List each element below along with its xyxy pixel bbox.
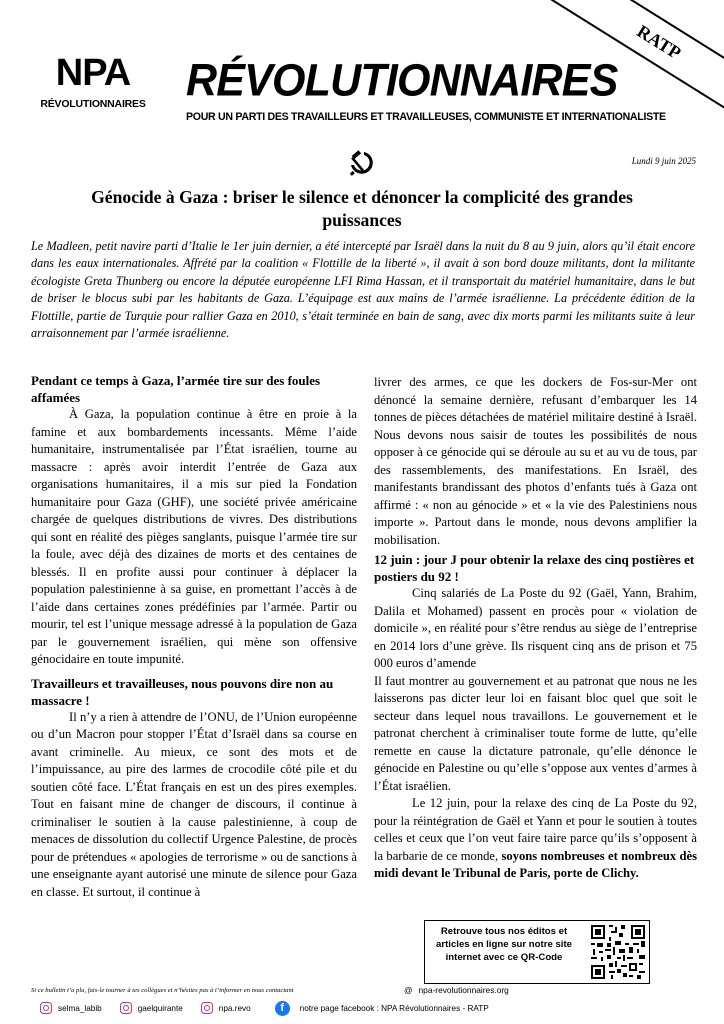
instagram-icon: [120, 1002, 132, 1014]
hammer-sickle-icon: [346, 148, 376, 178]
instagram-account-2[interactable]: [120, 1002, 183, 1014]
website-link[interactable]: npa-revolutionnaires.org: [418, 985, 509, 995]
instagram-handle: gaelquirante: [137, 1003, 183, 1013]
section-body-appel: [374, 795, 697, 883]
article-title: Génocide à Gaza : briser le silence et dénoncer la complicité des grandes puissances: [91, 187, 633, 230]
logo-npa-text: NPA: [55, 52, 131, 94]
qr-code-box: [424, 920, 650, 984]
section-heading-travailleurs: Travailleurs et travailleuses, nous pouvons dire non au massacre !: [31, 675, 334, 708]
left-column: [31, 372, 357, 901]
article-intro: Le Madleen, petit navire parti d’Italie le 1er juin dernier, a été intercepté par Israël dans la nuit du 8 au 9 juin, alors qu’il était encore dans les eaux internationales. Affrété par la coalition « Flottille de la liberté », il avait à son bord douze militants, dont la militante écologiste Greta Thunberg ou encore la députée européenne LFI Rima Hassan, et il transportait du matériel humanitaire, dans le but de briser le blocus subi par les habitants de Gaza. L’équipage est aux mains de l’armée israélienne. La précédente édition de la Flottille, partie de Turquie pour rallier Gaza en 2010, s’était terminée en bain de sang, avec dix morts parmi les militants suite à leur arraisonnement par l’armée israélienne.: [31, 239, 695, 341]
masthead-subtitle: POUR UN PARTI DES TRAVAILLEURS ET TRAVAILLEUSES, COMMUNISTE ET INTERNATIONALISTE: [186, 111, 666, 123]
at-icon: @: [404, 985, 413, 995]
qr-code[interactable]: [589, 923, 647, 981]
instagram-handle: npa.revo: [218, 1003, 251, 1013]
section-body-proces: Cinq salariés de La Poste du 92 (Gaël, Yann, Brahim, Dalila et Mohamed) passent en procès pour « violation de domicile », en réalité pour s’être rendus au siège de l’entreprise en 2014 lors d’une grève. Ils risquent cinq ans de prison et 75 000 euros d’amende: [374, 586, 697, 670]
masthead: [186, 55, 666, 123]
instagram-icon: [201, 1002, 213, 1014]
npa-logo: [34, 54, 152, 124]
instagram-icon: [40, 1002, 52, 1014]
instagram-handle: selma_labib: [58, 1003, 102, 1013]
right-column: [374, 374, 697, 883]
appel-text: Le 12 juin, pour la relaxe des cinq de La Poste du 92, pour la réintégration de Gaël et Yann et pour le soutien à toutes celles et ceux que l’on veut faire taire parce qu’ils s’opposent à la barbarie de ce monde,: [374, 796, 697, 863]
masthead-title: RÉVOLUTIONNAIRES: [186, 55, 618, 107]
instagram-account-3[interactable]: [201, 1002, 251, 1014]
facebook-icon[interactable]: f: [275, 1001, 290, 1016]
section-heading-12-juin: 12 juin : jour J pour obtenir la relaxe des cinq postières et postiers du 92 !: [374, 552, 695, 584]
footer-website: [404, 985, 509, 995]
section-body-continued: livrer des armes, ce que les dockers de Fos-sur-Mer ont dénoncé la semaine dernière, refusant d’embarquer les 14 tonnes de pièces détachées de matériel militaire destiné à Israël. Nous devons nous saisir de toutes les possibilités de nous opposer à ce génocide qui se déroule au su et au vu de tous, par des rassemblements, des manifestations. En Israël, des manifestants brandissant des photos d’enfants tués à Gaza ont affirmé : « non au génocide » et « la vie des Palestiniens nous importe ». Partout dans le monde, nous devons amplifier la mobilisation.: [374, 375, 697, 547]
footer-social: [40, 999, 489, 1017]
footer-note: Si ce bulletin t’a plu, fais-le tourner à tes collègues et n’hésites pas à t’informer en nous contactant: [31, 987, 294, 994]
issue-date: Lundi 9 juin 2025: [631, 156, 696, 166]
section-body-gouvernement: Il faut montrer au gouvernement et au patronat que nous ne les laisserons pas dicter leur loi en faisant bloc quel que soit le secteur dans lequel nous travaillons. Le gouvernement et le patronat cherchent à criminaliser toute forme de lutte, qu’elle remette en cause la dictature patronale, qu’elle dénonce le génocide en Palestine ou qu’elle s’oppose aux ventes d’armes à l’État israélien.: [374, 673, 697, 793]
section-heading-gaza: Pendant ce temps à Gaza, l’armée tire sur des foules affamées: [31, 373, 321, 405]
instagram-account-1[interactable]: [40, 1002, 102, 1014]
section-body-gaza: À Gaza, la population continue à être en proie à la famine et aux bombardements incessants. Même l’aide humanitaire, instrumentalisée par l’État israélien, tourne au massacre : après avoir interdit l’entrée de Gaza aux organisations humanitaires, il a mis sur pied la Fondation humanitaire pour Gaza (GHF), une société privée américaine chargée de quelques distributions de vivres. Des distributions qui sont en réalité des pièges sanglants, puisque l’armée tire sur la foule, avec déjà des dizaines de morts et des centaines de blessés. Il en profite aussi pour continuer à déplacer la population palestinienne à sa guise, en promettant l’accès à de l’aide dans certaines zones prédéfinies par l’armée. Partir ou mourir, tel est l’unique message adressé à la population de Gaza par le gouvernement israélien, qui mène son offensive génocidaire en toute impunité.: [31, 407, 357, 666]
qr-code-caption: Retrouve tous nos éditos et articles en ligne sur notre site internet avec ce QR-Code: [436, 926, 572, 963]
ratp-label: RATP: [633, 20, 685, 63]
appel-bold-text: soyons nombreuses et nombreux dès midi devant le Tribunal de Paris, porte de Clichy.: [374, 848, 697, 880]
facebook-page-link[interactable]: notre page facebook : NPA Révolutionnaires - RATP: [299, 1003, 489, 1013]
logo-sub-text: RÉVOLUTIONNAIRES: [40, 98, 146, 110]
section-body-travailleurs: Il n’y a rien à attendre de l’ONU, de l’Union européenne ou d’un Macron pour stopper l’État d’Israël dans sa course en avant criminelle. Au mieux, ce sont des mots et de l’impuissance, au pire des larmes de crocodile côté pile et du soutien côté face. L’État français en est un des pires exemples. Tout en faisant mine de changer de discours, il continue à criminaliser le soutien à la cause palestinienne, à coup de menaces de dissolution du collectif Urgence Palestine, de procès pour de prétendues « apologies de terrorisme » ou de sanctions à une enseignante ayant autorisé une minute de silence pour Gaza en classe. Et surtout, il continue à: [31, 709, 357, 899]
